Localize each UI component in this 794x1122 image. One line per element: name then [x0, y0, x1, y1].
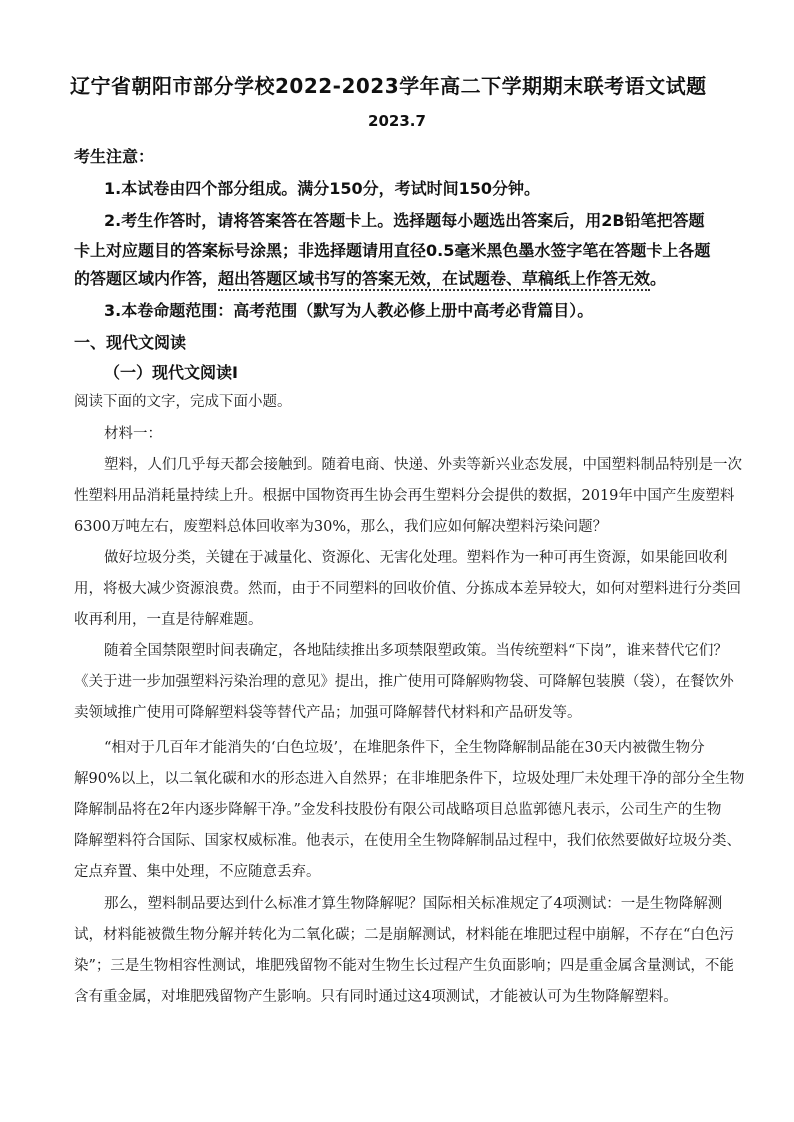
notice-item-2-line-3-end: 。	[650, 269, 667, 288]
material-label: 材料一：	[104, 426, 162, 442]
passage-line: 试，材料能被微生物分解并转化为二氧化碳；二是崩解测试，材料能在堆肥过程中崩解，不存在“白色污	[74, 927, 734, 943]
passage-line: 用，将极大减少资源浪费。然而，由于不同塑料的回收价值、分拣成本差异较大，如何对塑料进行分类回	[74, 581, 741, 597]
section-subheading: （一）现代文阅读Ⅰ	[104, 363, 238, 382]
passage-line: 定点弃置、集中处理，不应随意丢弃。	[74, 864, 321, 880]
passage-line: 含有重金属，对堆肥残留物产生影响。只有同时通过这4项测试，才能被认可为生物降解塑料。	[74, 989, 678, 1005]
passage-line: 卖领域推广使用可降解塑料袋等替代产品；加强可降解替代材料和产品研发等。	[74, 705, 582, 721]
notice-item-2-line-2: 卡上对应题目的答案标号涂黑；非选择题请用直径0.5毫米黑色墨水签字笔在答题卡上各题	[74, 241, 711, 260]
notice-item-3: 3.本卷命题范围：高考范围（默写为人教必修上册中高考必背篇目）。	[104, 301, 594, 320]
passage-line: 染”；三是生物相容性测试，堆肥残留物不能对生物生长过程产生负面影响；四是重金属含量测试，不能	[74, 958, 734, 974]
notice-item-1: 1.本试卷由四个部分组成。满分150分，考试时间150分钟。	[104, 179, 541, 198]
exam-title: 辽宁省朝阳市部分学校2022-2023学年高二下学期期末联考语文试题	[70, 74, 707, 98]
exam-date: 2023.7	[368, 112, 426, 130]
emphasized-warning: 超出答题区域书写的答案无效，在试题卷、草稿纸上作答无效	[218, 269, 650, 291]
notice-heading: 考生注意：	[74, 147, 155, 166]
reading-instruction: 阅读下面的文字，完成下面小题。	[74, 394, 292, 410]
passage-line: 6300万吨左右，废塑料总体回收率为30%，那么，我们应如何解决塑料污染问题？	[74, 519, 608, 535]
passage-line: 收再利用，一直是待解难题。	[74, 612, 263, 628]
notice-item-2-line-1: 2.考生作答时，请将答案答在答题卡上。选择题每小题选出答案后，用2B铅笔把答题	[104, 211, 705, 230]
passage-line: 那么，塑料制品要达到什么标准才算生物降解呢？国际相关标准规定了4项测试：一是生物降解测	[104, 896, 723, 912]
section-heading: 一、现代文阅读	[74, 333, 187, 352]
passage-line: 《关于进一步加强塑料污染治理的意见》提出，推广使用可降解购物袋、可降解包装膜（袋），在餐饮外	[74, 674, 734, 690]
passage-line: 随着全国禁限塑时间表确定，各地陆续推出多项禁限塑政策。当传统塑料“下岗”，谁来替代它们？	[104, 643, 728, 659]
notice-item-2-line-3-start: 的答题区域内作答，	[74, 269, 219, 288]
passage-line: “相对于几百年才能消失的‘白色垃圾’，在堆肥条件下，全生物降解制品能在30天内被微生物分	[104, 740, 705, 756]
passage-line: 降解塑料符合国际、国家权威标准。他表示，在使用全生物降解制品过程中，我们依然要做好垃圾分类、	[74, 833, 741, 849]
passage-line: 解90%以上，以二氧化碳和水的形态进入自然界；在非堆肥条件下，垃圾处理厂未处理干净的部分全生物	[74, 771, 745, 787]
passage-line: 做好垃圾分类，关键在于减量化、资源化、无害化处理。塑料作为一种可再生资源，如果能回收利	[104, 550, 728, 566]
passage-line: 性塑料用品消耗量持续上升。根据中国物资再生协会再生塑料分会提供的数据，2019年中国产生废塑料	[74, 488, 735, 504]
notice-item-2-line-3	[74, 266, 666, 289]
passage-line: 塑料，人们几乎每天都会接触到。随着电商、快递、外卖等新兴业态发展，中国塑料制品特别是一次	[104, 457, 742, 473]
passage-line: 降解制品将在2年内逐步降解干净。”金发科技股份有限公司战略项目总监郭德凡表示，公司生产的生物	[74, 802, 722, 818]
